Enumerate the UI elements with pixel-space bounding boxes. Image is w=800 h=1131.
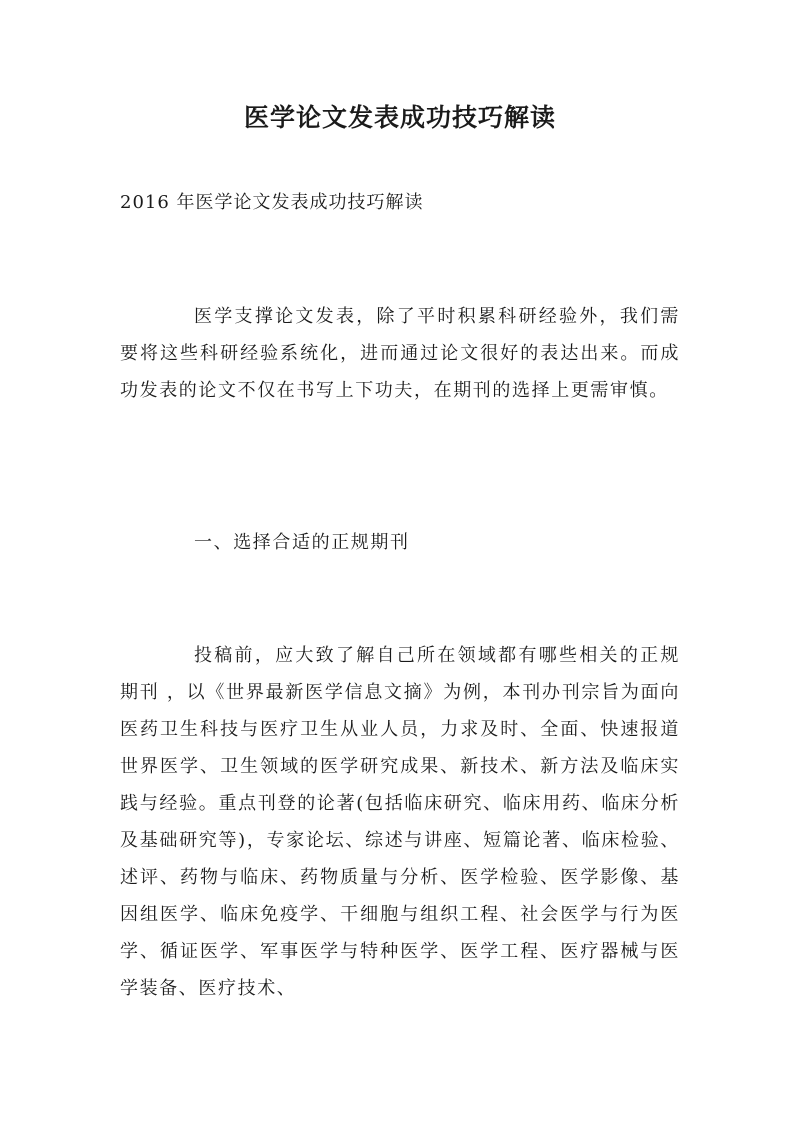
body-paragraph: 投稿前，应大致了解自己所在领域都有哪些相关的正规期刊 ，以《世界最新医学信息文摘》为例，本刊办刊宗旨为面向医药卫生科技与医疗卫生从业人员，力求及时、全面、快速报道世界医学、卫生领域的医学研究成果、新技术、新方法及临床实践与经验。重点刊登的论著(包括临床研究、临床用药、临床分析及基础研究等)，专家论坛、综述与讲座、短篇论著、临床检验、述评、药物与临床、药物质量与分析、医学检验、医学影像、基因组医学、临床免疫学、干细胞与组织工程、社会医学与行为医学、循证医学、军事医学与特种医学、医学工程、医疗器械与医学装备、医疗技术、 [120, 645, 680, 999]
section-heading: 一、选择合适的正规期刊 [194, 532, 410, 553]
intro-paragraph: 医学支撑论文发表，除了平时积累科研经验外，我们需要将这些科研经验系统化，进而通过论文很好的表达出来。而成功发表的论文不仅在书写上下功夫，在期刊的选择上更需审慎。 [120, 306, 680, 401]
document-subtitle: 2016 年医学论文发表成功技巧解读 [120, 192, 424, 213]
page-title: 医学论文发表成功技巧解读 [243, 103, 556, 132]
